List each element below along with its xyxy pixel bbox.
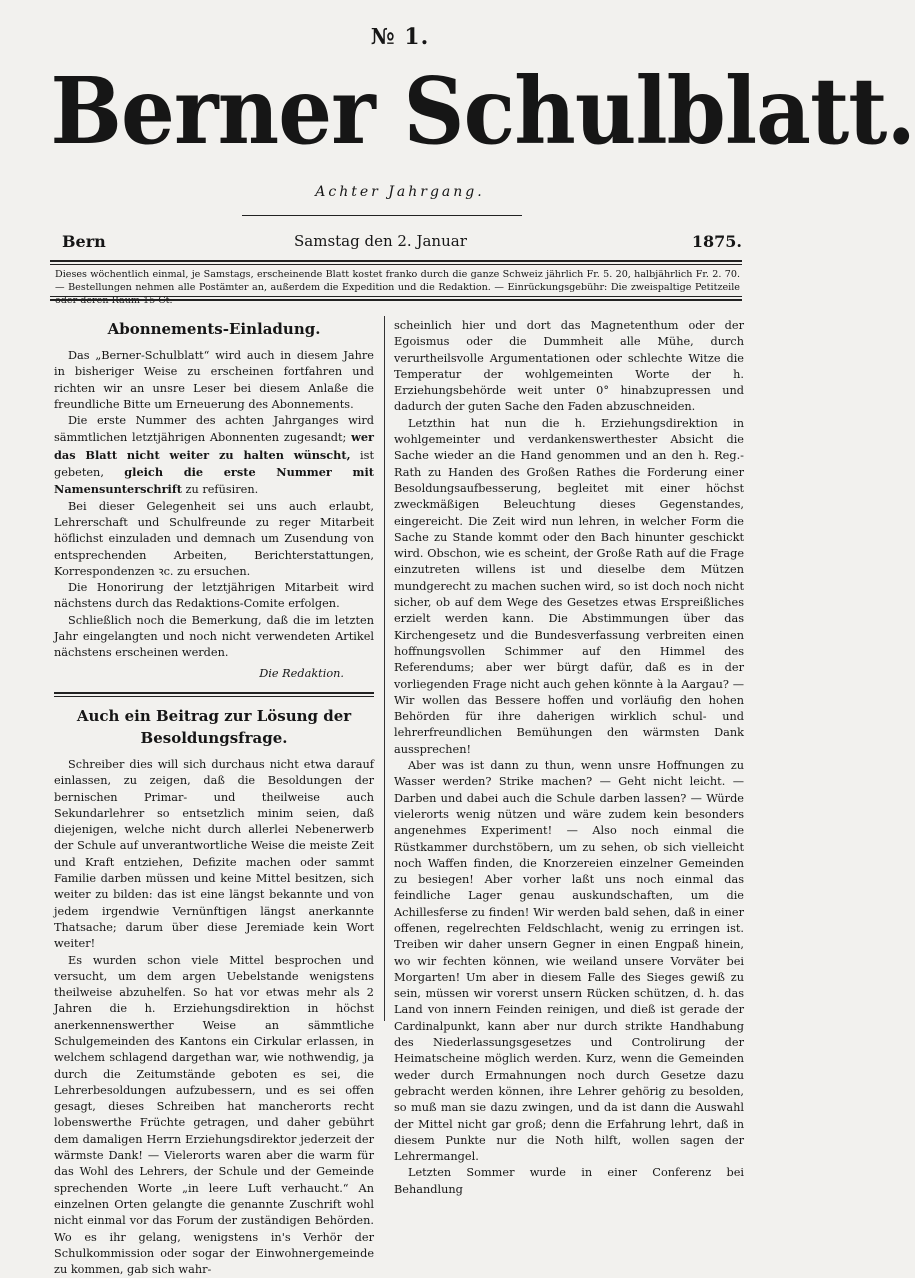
paragraph: scheinlich hier und dort das Magnetenthum oder der Egoismus oder die Dummheit alle Mühe, durch verurtheilsvolle Argumentationen oder schlechte Witze die Temperatur der wohlgemeinten Worte der h. Erziehungsbehörde weit unter 0° hinabzupressen und dadurch der guten Sache den Faden abzuschneiden.	[394, 318, 744, 416]
paragraph: Die Honorirung der letztjährigen Mitarbeit wird nächstens durch das Redaktions-Comite erfolgen.	[54, 580, 374, 613]
paragraph: Schreiber dies will sich durchaus nicht etwa darauf einlassen, zu zeigen, daß die Besoldungen der bernischen Primar- und theilweise auch Sekundarlehrer so entsetzlich minim seien, daß diejenigen, welche nicht durch allerlei Nebenerwerb der Schule auf unverantwortliche Weise die meiste Zeit und Kraft entziehen, Defizite machen oder sammt Familie darben müssen und keine Mittel besitzen, sich weiter zu bilden: das ist eine längst bekannte und von jedem irgendwie Vernünftigen längst anerkannte Thatsache; darum über diese Jeremiade kein Wort weiter!	[54, 757, 374, 953]
right-column	[394, 318, 744, 1198]
article-title: Auch ein Beitrag zur Lösung der Besoldungsfrage.	[54, 705, 374, 749]
divider	[242, 215, 522, 216]
divider	[50, 260, 742, 262]
divider	[50, 264, 742, 265]
divider	[50, 299, 742, 301]
article-title: Abonnements-Einladung.	[54, 318, 374, 340]
signature: Die Redaktion.	[54, 666, 374, 682]
paragraph: Das „Berner-Schulblatt“ wird auch in diesem Jahre in bisheriger Weise zu erscheinen fortfahren und richten wir an unsre Leser bei diesem Anlaße die freundliche Bitte um Erneuerung des Abonnements.	[54, 348, 374, 413]
paragraph: Schließlich noch die Bemerkung, daß die im letzten Jahr eingelangten und noch nicht verwendeten Artikel nächstens erscheinen werden.	[54, 613, 374, 662]
subscription-notice: Dieses wöchentlich einmal, je Samstags, erscheinende Blatt kostet franko durch die ganze Schweiz jährlich Fr. 5. 20, halbjährlich Fr. 2. 70. — Bestellungen nehmen alle Postämter an, außerdem die Expedition und die Redaktion. — Einrückungsgebühr: Die zweispaltige Petitzeile	[55, 268, 740, 307]
paragraph: Letzthin hat nun die h. Erziehungsdirektion in wohlgemeinter und verdankenswerthester Absicht die Sache wieder an die Hand genommen und an den h. Reg.-Rath zu Handen des Großen Rathes die Forderung einer Besoldungsaufbesserung, begleitet mit einer höchst zweckmäßigen Beleuchtung dieses Gegenstandes, eingereicht. Die Zeit wird nun lehren, in welcher Form die Sache zu Stande kommt oder den Bach hinunter geschickt wird. Obschon, wie es scheint, der Große Rath auf die Frage einzutreten willens ist und dieselbe dem Mützen mundgerecht zu machen suchen wird, so ist doch noch nicht sicher, ob auf dem Wege des Gesetzes etwas Erspreißliches erzielt werden kann. Die Abstimmungen über das Kirchengesetz und die Bundesverfassung verbreiten einen hoffnungsvollen Schimmer auf den Himmel des Referendums; aber wer bürgt dafür, daß es in der vorliegenden Frage nicht auch gehen könnte à la Aargau? — Wir wollen das Bessere hoffen und vorläufig den hohen Behörden für ihre daherigen wirklich schul- und lehrerfreundlichen Bemühungen den wärmsten Dank aussprechen!	[394, 416, 744, 758]
masthead-title: Berner Schulblatt.	[50, 56, 749, 166]
paragraph: Letzten Sommer wurde in einer Conferenz bei Behandlung	[394, 1165, 744, 1198]
paragraph: Bei dieser Gelegenheit sei uns auch erlaubt, Lehrerschaft und Schulfreunde zu reger Mitarbeit höflichst einzuladen und demnach um Zusendung von entsprechenden Arbeiten, Berichterstattungen, Korrespondenzen ꝛc. zu ersuchen.	[54, 499, 374, 580]
volume-line: Achter Jahrgang.	[0, 184, 800, 200]
column-divider	[384, 316, 385, 1021]
divider	[50, 296, 742, 297]
divider	[54, 692, 374, 694]
divider	[54, 696, 374, 697]
left-column	[54, 318, 374, 1278]
issue-number: № 1.	[0, 24, 800, 50]
paragraph: Es wurden schon viele Mittel besprochen und versucht, um dem argen Uebelstande wenigstens theilweise abzuhelfen. So hat vor etwas mehr als 2 Jahren die h. Erziehungsdirektion in höchst anerkennenswerther Weise an sämmtliche Schulgemeinden des Kantons ein Cirkular erlassen, in welchem schlagend dargethan war, wie nothwendig, ja durch die Zeitumstände geboten es sei, die Lehrerbesoldungen aufzubessern, und es sei offen gesagt, dieses Schreiben hat mancherorts recht lobenswerthe Früchte getragen, und daher gebührt dem damaligen Herrn Erziehungsdirektor jederzeit der wärmste Dank! — Vielerorts waren aber die warm für das Wohl des Lehrers, der Schule und der Gemeinde sprechenden Worte „in leere Luft verhaucht.“ An einzelnen Orten gelangte die genannte Zuschrift wohl nicht einmal vor das Forum der zuständigen Behörden. Wo es ihr gelang, wenigstens in's Verhör der Schulkommission oder sogar der Einwohnergemeinde zu kommen, gab sich wahr-	[54, 953, 374, 1278]
dateline-year: 1875.	[692, 232, 742, 251]
dateline-place: Bern	[62, 232, 106, 251]
paragraph: Aber was ist dann zu thun, wenn unsre Hoffnungen zu Wasser werden? Strike machen? — Geht nicht leicht. — Darben und dabei auch die Schule darben lassen? — Würde vielerorts wenig nützen und wäre zudem kein besonders angenehmes Experiment! — Also noch einmal die Rüstkammer durchstöbern, um zu sehen, ob sich vielleicht noch Waffen finden, die Knorzereien einzelner Gemeinden zu besiegen! Aber vorher laßt uns noch einmal das feindliche Lager genau auskundschaften, um die Achillesferse zu finden! Wir werden bald sehen, daß in einer offenen, regelrechten Feldschlacht, wenig zu erringen ist. Treiben wir daher unsern Gegner in einen Engpaß hinein, wo wir fechten können, wie weiland unsere Vorväter bei Morgarten! Um aber in diesem Falle des Sieges gewiß zu sein, müssen wir vorerst unsern Rücken schützen, d. h. das Land von innern Feinden reinigen, und dieß ist gerade der Cardinalpunkt, kann aber nur durch strikte Handhabung des Niederlassungsgesetzes und Controlirung der Heimatscheine möglich werden. Kurz, wenn die Gemeinden weder durch Ermahnungen noch durch Gesetze dazu gebracht werden können, ihre Lehrer gehörig zu besolden, so muß man sie dazu zwingen, und da ist dann die Auswahl der Mittel nicht gar groß; denn die Erfahrung lehrt, daß in diesem Punkte nur die Noth hilft, wollen sagen der Lehrermangel.	[394, 758, 744, 1165]
dateline	[62, 232, 742, 254]
dateline-date: Samstag den 2. Januar	[294, 232, 467, 250]
paragraph: Die erste Nummer des achten Jahrganges wird sämmtlichen letztjährigen Abonnenten zugesandt; wer das Blatt nicht weiter zu halten wünscht, ist gebeten, gleich die erste Nummer mit Namensunterschrift zu refüsiren.	[54, 413, 374, 498]
